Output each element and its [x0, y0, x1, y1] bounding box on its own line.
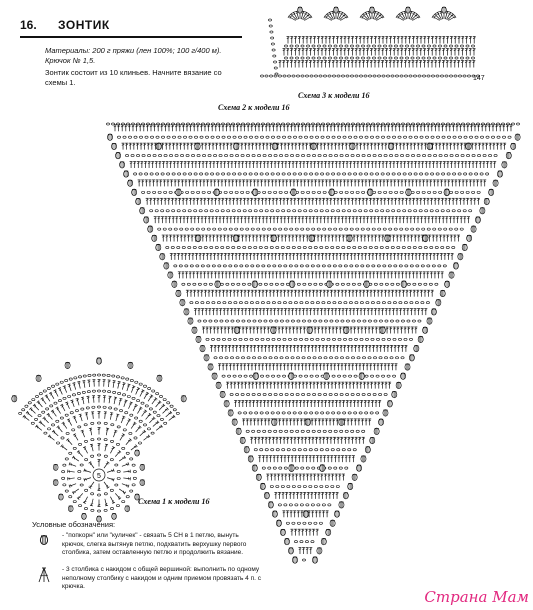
- header-rule: [20, 36, 242, 38]
- scheme3-diagram: [260, 7, 479, 77]
- watermark-text: Страна Мам: [424, 588, 529, 606]
- model-number: 16.: [20, 18, 37, 32]
- page-title: ЗОНТИК: [58, 18, 110, 32]
- legend-icons: [39, 535, 49, 582]
- intro-text: Зонтик состоит из 10 клиньев. Начните вязание со схемы 1.: [45, 68, 222, 87]
- watermark: [413, 584, 533, 610]
- legend-popcorn-text: - "попкорн" или "куличек" - связать 5 СН в 1 петлю, вынуть крючок, слегка вытянув петлю, подхватить верхушку первого столбика, затем оставленную петлю и продолжить вязание.: [62, 532, 247, 556]
- scheme2-label: Схема 2 к модели 16: [218, 103, 290, 112]
- legend-title: Условные обозначения:: [32, 520, 116, 529]
- scheme1-label: Схема 1 к модели 16: [138, 497, 210, 506]
- materials-text: Материалы: 200 г пряжи (лен 100%; 100 г/400 м). Крючок № 1,5.: [45, 46, 222, 65]
- scheme1-center-label: 5: [97, 473, 101, 480]
- legend-cluster-text: - 3 столбика с накидом с общей вершиной: выполнить по одному неполному столбику с накидом и одним приемом провязать 4 п. с крючка.: [62, 566, 261, 590]
- scheme3-label: Схема 3 к модели 16: [298, 91, 370, 100]
- scheme3-row-note: 147: [473, 75, 485, 82]
